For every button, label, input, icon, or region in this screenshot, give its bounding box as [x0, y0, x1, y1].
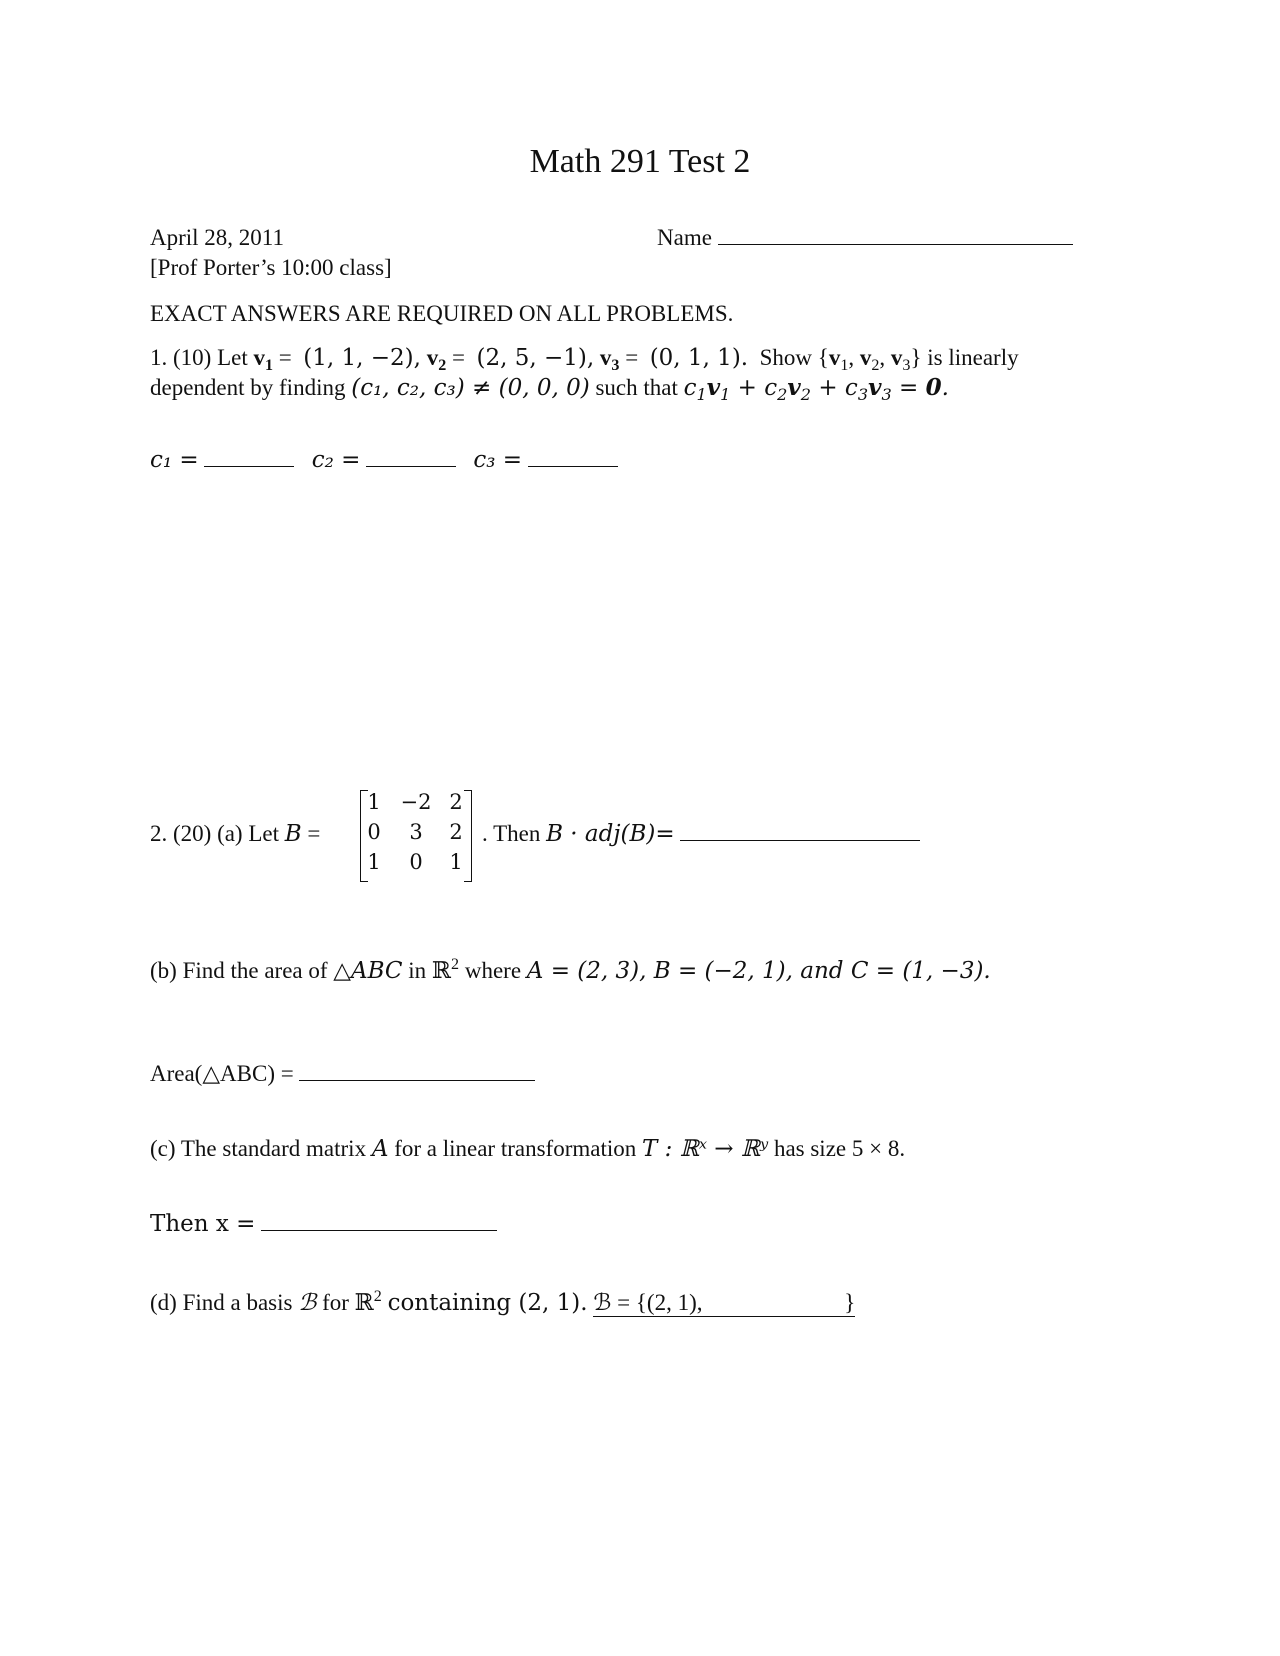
show-text: Show: [759, 345, 813, 370]
matrix-cell: 0: [367, 820, 381, 844]
transformation-map: T : ℝˣ → ℝʸ: [642, 1136, 769, 1162]
in-text: in: [408, 957, 427, 983]
area-answer: [150, 1060, 535, 1088]
problem1-line1: 1. (10) Let $v_1 = (1$, 1, −2), $v_2 = (2$, 5, −1), $v_3 = (0$, 1, 1). Show {$v_1$, $v_2$, $v_3$} is linearly: [150, 345, 1019, 374]
area-label: Area(△ABC) =: [150, 1061, 294, 1086]
problem2-intro: 2. (20) (a) Let: [150, 821, 279, 846]
c1-blank[interactable]: [204, 466, 294, 467]
problem1-number: 1.: [150, 345, 168, 370]
name-blank[interactable]: [718, 244, 1073, 245]
matrix-size: has size 5 × 8.: [773, 1136, 906, 1161]
vector-v1: $v_1$: [253, 345, 274, 374]
test-date: April 28, 2011: [150, 225, 284, 250]
c3-blank[interactable]: [528, 466, 618, 467]
containing-text: containing (2, 1).: [387, 1289, 588, 1316]
problem2a-tail: [482, 820, 920, 849]
basis-set-close: }: [844, 1289, 856, 1315]
instructions: EXACT ANSWERS ARE REQUIRED ON ALL PROBLEMS.: [150, 301, 734, 326]
triangle-abc: △ABC: [333, 957, 403, 984]
where-text: where: [464, 957, 522, 983]
x-blank[interactable]: [261, 1230, 497, 1231]
matrix-cell: 1: [367, 790, 381, 814]
part-c-mid: for a linear transformation: [394, 1136, 637, 1161]
for-text: for: [322, 1289, 349, 1315]
v3-value: (0, 1, 1).: [649, 345, 749, 371]
then-text: . Then: [482, 821, 541, 846]
matrix-name: B: [284, 821, 302, 847]
problem1-intro: Let: [217, 345, 248, 370]
basis-answer-blank[interactable]: [593, 1289, 855, 1318]
c-tuple: (c₁, c₂, c₃) ≠ (0, 0, 0): [351, 375, 590, 401]
problem2c-text: [150, 1135, 905, 1164]
matrix-B: [360, 790, 472, 882]
linearly-text: is linearly: [927, 345, 1019, 370]
matrix-cell: 2: [449, 820, 463, 844]
problem2d-text: [150, 1287, 855, 1317]
v1-value: (1, 1, −2),: [303, 345, 421, 371]
problem2a-label: 2. (20) (a) Let B =: [150, 821, 321, 847]
problem2b-text: [150, 955, 991, 985]
problem1-line2: [150, 374, 949, 404]
matrix-a-symbol: A: [371, 1136, 389, 1162]
v2-value: (2, 5, −1),: [476, 345, 595, 371]
part-b-intro: (b) Find the area of: [150, 957, 328, 983]
matrix-cell: 2: [449, 790, 463, 814]
problem1-answers: [150, 446, 618, 475]
r2-symbol-d: ℝ$^2$: [354, 1288, 382, 1315]
matrix-cell: −2: [400, 790, 432, 814]
basis-symbol: ℬ: [298, 1289, 317, 1316]
c2-blank[interactable]: [366, 466, 456, 467]
such-that-text: such that: [595, 375, 678, 400]
vector-v2: $v_2$: [426, 345, 447, 374]
adjugate-blank[interactable]: [680, 840, 920, 841]
matrix-cell: 3: [409, 820, 423, 844]
linear-combination: $c_1v_1 + c_2v_2 + c_3v_3 = 0$.: [683, 374, 949, 404]
vector-v3: $v_3$: [599, 345, 620, 374]
class-info: [Prof Porter’s 10:00 class]: [150, 255, 392, 280]
dependent-text: dependent by finding: [150, 375, 346, 400]
then-x-label: Then x =: [150, 1211, 256, 1237]
vector-set: {$v_1$, $v_2$, $v_3$}: [817, 345, 922, 374]
name-field[interactable]: [657, 224, 1073, 252]
area-blank[interactable]: [299, 1080, 535, 1081]
part-c-intro: (c) The standard matrix: [150, 1136, 367, 1161]
part-d-intro: (d) Find a basis: [150, 1289, 293, 1315]
matrix-cell: 0: [409, 850, 423, 874]
problem1-points: (10): [173, 345, 212, 370]
r2-symbol: ℝ$^2$: [431, 956, 460, 983]
adjugate-expr: B · adj(B)=: [546, 821, 675, 847]
c3-label: c₃ =: [473, 447, 523, 473]
basis-set-start: ℬ = {(2, 1),: [593, 1289, 703, 1315]
matrix-cell: 1: [367, 850, 381, 874]
name-label: Name: [657, 225, 712, 250]
matrix-cell: 1: [449, 850, 463, 874]
triangle-points: A = (2, 3), B = (−2, 1), and C = (1, −3).: [526, 957, 991, 984]
c2-label: c₂ =: [311, 447, 361, 473]
then-x-answer: [150, 1210, 497, 1239]
c1-label: c₁ =: [150, 447, 199, 473]
page-title: Math 291 Test 2: [529, 143, 751, 180]
